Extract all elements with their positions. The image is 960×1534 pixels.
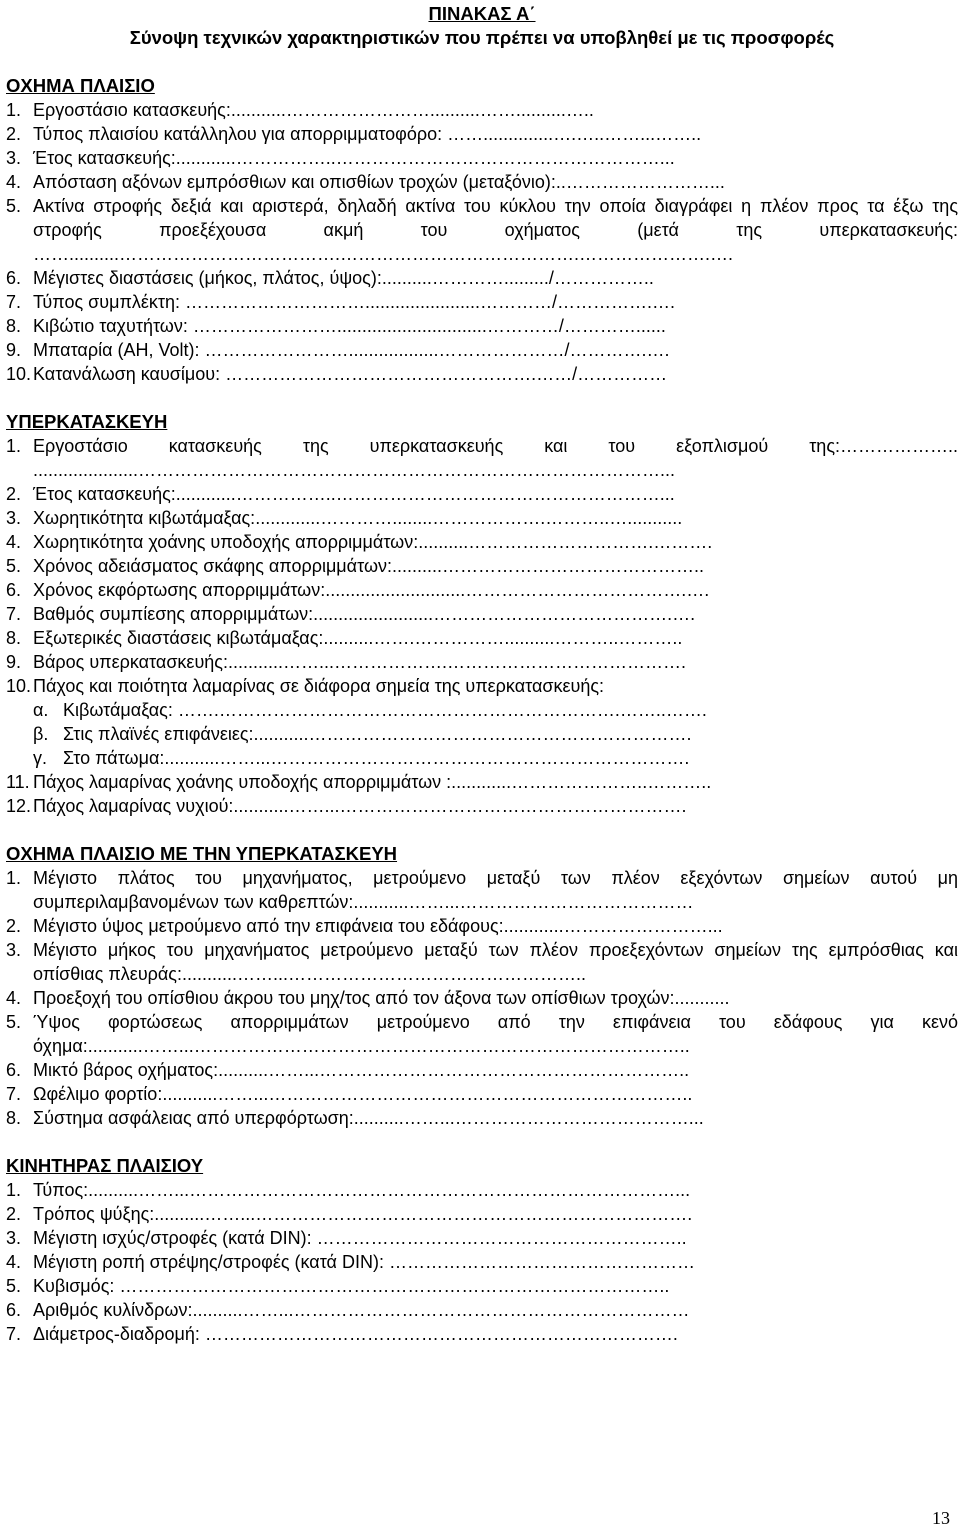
item-number: 11. — [6, 772, 30, 792]
item-text: Προεξοχή του οπίσθιου άκρου του μηχ/τος από τον άξονα των οπίσθιων τροχών:........... — [33, 988, 730, 1008]
item-text: Απόσταση αξόνων εμπρόσθιων και οπισθίων τροχών (μεταξόνιο):..……………………... — [33, 172, 725, 192]
item-text: Μέγιστο ύψος μετρούμενο από την επιφάνεια του εδάφους:............……………………... — [33, 916, 723, 936]
item-text: Πάχος λαμαρίνας νυχιού:...........……...…………………………………………………. — [33, 796, 687, 816]
item-number: 6. — [6, 1300, 22, 1320]
item-number: 7. — [6, 1324, 22, 1344]
item-text: Χωρητικότητα κιβωτάμαξας:.............…………........……………….………..…........... — [33, 508, 683, 528]
item-list — [6, 770, 958, 818]
list-item — [6, 1178, 958, 1202]
section-heading: ΚΙΝΗΤΗΡΑΣ ΠΛΑΙΣΙΟΥ — [6, 1155, 204, 1176]
document-subtitle: Σύνοψη τεχνικών χαρακτηριστικών που πρέπει να υποβληθεί με τις προσφορές — [129, 27, 835, 48]
list-item — [6, 1274, 958, 1298]
list-item — [6, 626, 958, 650]
item-number: 7. — [6, 604, 22, 624]
document-page — [6, 0, 958, 1346]
item-number: 5. — [6, 1276, 22, 1296]
item-text: Αριθμός κυλίνδρων:..........……...………………………………………………………… — [33, 1300, 690, 1320]
item-text: Ακτίνα στροφής δεξιά και αριστερά, δηλαδή ακτίνα του κύκλου την οποία διαγράφει η πλέον προς τα έξω της στροφής προεξέχουσα ακμή του οχήματος (μετά της υπερκατασκευής: ……..........……………………………….………………………………….………………….…. — [33, 196, 958, 264]
item-number: 3. — [6, 940, 22, 960]
item-number: 9. — [6, 652, 22, 672]
item-number: 1. — [6, 868, 22, 888]
item-text: Μέγιστο πλάτος του μηχανήματος, μετρούμενο μεταξύ των πλέον εξεχόντων σημείων αυτού μη συμπεριλαμβανομένων των καθρεπτών:...........……...………………………………… — [33, 868, 958, 912]
item-text: Χρόνος αδειάσματος σκάφης απορριμμάτων:..........…………………………………….. — [33, 556, 705, 576]
item-number: 7. — [6, 1084, 22, 1104]
item-number: 2. — [6, 124, 22, 144]
list-item — [6, 1058, 958, 1082]
list-item — [6, 194, 958, 266]
item-text: Μέγιστες διαστάσεις (μήκος, πλάτος, ύψος):..........…………........./…………….. — [33, 268, 654, 288]
list-item — [6, 698, 958, 722]
list-item — [6, 746, 958, 770]
item-list — [6, 98, 958, 386]
list-item — [6, 362, 958, 386]
item-text: Σύστημα ασφάλειας από υπερφόρτωση:..........……...…………………………………... — [33, 1108, 704, 1128]
item-number: 4. — [6, 988, 22, 1008]
item-number: 6. — [6, 1060, 22, 1080]
item-list — [6, 434, 958, 698]
item-number: 10. — [6, 364, 32, 384]
item-text: Τύπος:..........……...………………………………………………………………………... — [33, 1180, 691, 1200]
list-item — [6, 554, 958, 578]
list-item — [6, 314, 958, 338]
item-number: 8. — [6, 1108, 22, 1128]
item-number: 2. — [6, 484, 22, 504]
section-heading: ΥΠΕΡΚΑΤΑΣΚΕΥΗ — [6, 411, 168, 432]
item-text: Τύπος πλαισίου κατάλληλου για απορριμματοφόρο: ……..............….…..……...…….. — [33, 124, 702, 144]
item-number: 1. — [6, 436, 22, 456]
item-text: Εργοστάσιο κατασκευής:...........……………………..........……..........….. — [33, 100, 594, 120]
item-number: 5. — [6, 1012, 22, 1032]
item-number: 8. — [6, 316, 22, 336]
item-text: Έτος κατασκευής:............……………..………………………………………………... — [33, 148, 675, 168]
item-text: Μέγιστη ροπή στρέψης/στροφές (κατά DIN): …………………………………………… — [33, 1252, 695, 1272]
list-item — [6, 170, 958, 194]
item-list — [6, 866, 958, 1130]
item-number: 4. — [6, 172, 22, 192]
list-item — [6, 602, 958, 626]
item-text: Χωρητικότητα χοάνης υποδοχής απορριμμάτων:..........………………………….………. — [33, 532, 713, 552]
list-item — [6, 914, 958, 938]
item-text: Κιβωτάμαξας: …….………………………………………………………….……..……. — [63, 700, 707, 720]
item-list — [6, 1178, 958, 1346]
item-number: 1. — [6, 100, 22, 120]
list-item — [6, 986, 958, 1010]
item-text: Μπαταρία (ΑΗ, Volt): ……………………..................…………………/………….…. — [33, 340, 670, 360]
item-text: Βαθμός συμπίεσης απορριμμάτων:........................………………………………….…. — [33, 604, 696, 624]
item-number: 3. — [6, 148, 22, 168]
section-heading: ΟΧΗΜΑ ΠΛΑΙΣΙΟ — [6, 75, 155, 96]
item-text: Κατανάλωση καυσίμου: …………………………………………….……/…………… — [33, 364, 668, 384]
list-item — [6, 674, 958, 698]
section-heading: ΟΧΗΜΑ ΠΛΑΙΣΙΟ ΜΕ ΤΗΝ ΥΠΕΡΚΑΤΑΣΚΕΥΗ — [6, 843, 398, 864]
item-text: Κιβώτιο ταχυτήτων: ……………………..............................…………/…………...... — [33, 316, 666, 336]
list-item — [6, 938, 958, 986]
item-text: Ωφέλιμο φορτίο:...........……...…………………………………………………………….. — [33, 1084, 693, 1104]
list-item — [6, 1082, 958, 1106]
section-chassis-engine — [6, 1154, 958, 1346]
list-item — [6, 146, 958, 170]
list-item — [6, 290, 958, 314]
item-text: Μέγιστο μήκος του μηχανήματος μετρούμενο μεταξύ των πλέον προεξεχόντων σημείων της εμπρόσθιας και οπίσθιας πλευράς:...........……...………………………………………….. — [33, 940, 958, 984]
item-number: 6. — [6, 268, 22, 288]
item-number: 9. — [6, 340, 22, 360]
sub-item-list — [6, 698, 958, 770]
list-item — [6, 1202, 958, 1226]
item-text: Στο πάτωμα:...........……...……………………………………………………………. — [63, 748, 690, 768]
list-item — [6, 1250, 958, 1274]
item-text: Εξωτερικές διαστάσεις κιβωτάμαξας:..........…….……………..........………..……….. — [33, 628, 683, 648]
item-number: β. — [33, 724, 49, 744]
list-item — [6, 1298, 958, 1322]
item-text: Πάχος λαμαρίνας χοάνης υποδοχής απορριμμάτων :............…………………..……….. — [33, 772, 712, 792]
item-text: Βάρος υπερκατασκευής:...........……...……………….…………………………………. — [33, 652, 686, 672]
section-vehicle-with-superstructure — [6, 842, 958, 1130]
document-title: ΠΙΝΑΚΑΣ Α΄ — [428, 3, 536, 24]
item-number: 12. — [6, 796, 32, 816]
page-number: 13 — [932, 1508, 950, 1528]
item-text: Μέγιστη ισχύς/στροφές (κατά DIN): …………………………………………………….. — [33, 1228, 687, 1248]
item-number: 2. — [6, 916, 22, 936]
item-text: Στις πλαϊνές επιφάνειες:...........………………………………………………………. — [63, 724, 692, 744]
list-item — [6, 338, 958, 362]
list-item — [6, 1322, 958, 1346]
list-item — [6, 770, 958, 794]
item-number: 3. — [6, 508, 22, 528]
item-number: 5. — [6, 196, 22, 216]
list-item — [6, 1106, 958, 1130]
item-number: 2. — [6, 1204, 22, 1224]
item-number: 5. — [6, 556, 22, 576]
item-number: 6. — [6, 580, 22, 600]
list-item — [6, 122, 958, 146]
item-number: α. — [33, 700, 49, 720]
list-item — [6, 1010, 958, 1058]
item-text: Έτος κατασκευής:............……………..………………………………………………... — [33, 484, 675, 504]
list-item — [6, 98, 958, 122]
list-item — [6, 722, 958, 746]
list-item — [6, 506, 958, 530]
section-superstructure — [6, 410, 958, 818]
item-number: 4. — [6, 532, 22, 552]
item-number: 7. — [6, 292, 22, 312]
item-text: Εργοστάσιο κατασκευής της υπερκατασκευής και του εξοπλισμού της:……………….. .....................……………………………………………………………………………... — [33, 436, 958, 480]
item-text: Τρόπος ψύξης:..........……...………………………………………………………………. — [33, 1204, 693, 1224]
list-item — [6, 794, 958, 818]
list-item — [6, 434, 958, 482]
item-text: Διάμετρος-διαδρομή: ……………………………………………………………………. — [33, 1324, 678, 1344]
list-item — [6, 1226, 958, 1250]
list-item — [6, 866, 958, 914]
item-text: Κυβισμός: ……………………………………………………………………………….. — [33, 1276, 670, 1296]
item-text: Ύψος φορτώσεως απορριμμάτων μετρούμενο από την επιφάνεια του εδάφους για κενό όχημα:...........……...……………………………………………………………………….. — [33, 1012, 958, 1056]
item-number: 10. — [6, 676, 32, 696]
item-number: 3. — [6, 1228, 22, 1248]
list-item — [6, 530, 958, 554]
list-item — [6, 650, 958, 674]
section-vehicle-chassis — [6, 74, 958, 386]
item-number: 8. — [6, 628, 22, 648]
item-number: 1. — [6, 1180, 22, 1200]
item-text: Τύπος συμπλέκτη: ………………………….......................…………/…………….…. — [33, 292, 676, 312]
item-text: Μικτό βάρος οχήματος:..........……...…………………………………………………….. — [33, 1060, 690, 1080]
item-number: γ. — [33, 748, 48, 768]
item-text: Χρόνος εκφόρτωσης απορριμμάτων:............................……………………………….…. — [33, 580, 710, 600]
list-item — [6, 266, 958, 290]
item-number: 4. — [6, 1252, 22, 1272]
list-item — [6, 482, 958, 506]
list-item — [6, 578, 958, 602]
item-text: Πάχος και ποιότητα λαμαρίνας σε διάφορα σημεία της υπερκατασκευής: — [33, 676, 605, 696]
